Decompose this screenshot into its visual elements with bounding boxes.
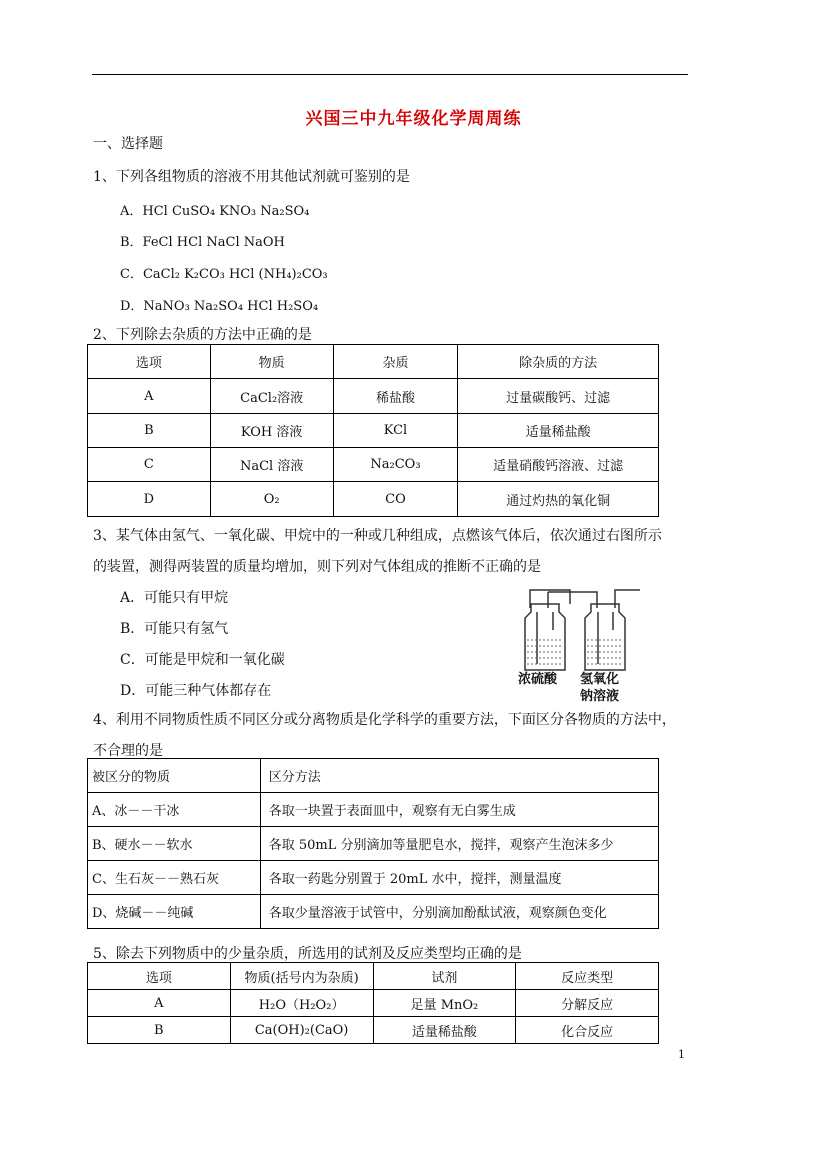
table-cell: CO (333, 482, 458, 517)
table-cell: Na₂CO₃ (333, 448, 458, 482)
figure-label-naoh-2: 钠溶液 (580, 689, 620, 704)
q5-table (87, 962, 659, 1044)
table-cell: D (88, 482, 211, 517)
q3-stem-line1: 3、某气体由氢气、一氧化碳、甲烷中的一种或几种组成，点燃该气体后，依次通过右图所示 (93, 528, 662, 544)
table-cell: 各取一药匙分别置于 20mL 水中，搅拌，测量温度 (260, 861, 658, 895)
table-cell: CaCl₂溶液 (210, 379, 333, 414)
q5-header-cell: 选项 (88, 963, 231, 990)
q4-table (87, 758, 659, 929)
q3-option-b: B．可能只有氢气 (120, 621, 229, 637)
q1-option-a: A．HCl CuSO₄ KNO₃ Na₂SO₄ (120, 204, 310, 219)
table-cell: D、烧碱－－纯碱 (88, 895, 261, 929)
q3-option-c: C．可能是甲烷和一氧化碳 (120, 652, 285, 668)
q4-header-row (88, 759, 659, 793)
table-cell: 各取一块置于表面皿中，观察有无白雾生成 (260, 793, 658, 827)
table-cell: 适量稀盐酸 (373, 1017, 516, 1044)
table-row (88, 895, 659, 929)
table-cell: 各取 50mL 分别滴加等量肥皂水，搅拌，观察产生泡沫多少 (260, 827, 658, 861)
table-cell: 过量碳酸钙、过滤 (458, 379, 659, 414)
figure-label-naoh-1: 氢氧化 (580, 672, 620, 687)
q2-stem: 2、下列除去杂质的方法中正确的是 (93, 327, 312, 343)
table-cell: B (88, 414, 211, 448)
table-cell: NaCl 溶液 (210, 448, 333, 482)
q5-stem: 5、除去下列物质中的少量杂质，所选用的试剂及反应类型均正确的是 (93, 946, 522, 962)
table-row (88, 1017, 659, 1044)
table-cell: O₂ (210, 482, 333, 517)
table-cell: 化合反应 (516, 1017, 659, 1044)
table-cell: 通过灼热的氧化铜 (458, 482, 659, 517)
table-cell: 足量 MnO₂ (373, 990, 516, 1017)
q2-header-cell: 除杂质的方法 (458, 345, 659, 379)
q2-header-cell: 杂质 (333, 345, 458, 379)
table-cell: 适量稀盐酸 (458, 414, 659, 448)
q5-header-row (88, 963, 659, 990)
table-cell: 适量硝酸钙溶液、过滤 (458, 448, 659, 482)
table-cell: 各取少量溶液于试管中，分别滴加酚酞试液，观察颜色变化 (260, 895, 658, 929)
table-row (88, 990, 659, 1017)
q3-option-a: A．可能只有甲烷 (120, 590, 229, 606)
table-cell: 分解反应 (516, 990, 659, 1017)
table-row (88, 793, 659, 827)
q4-header-cell: 区分方法 (260, 759, 658, 793)
section-heading: 一、选择题 (93, 136, 163, 152)
q4-stem-line1: 4、利用不同物质性质不同区分或分离物质是化学科学的重要方法，下面区分各物质的方法中， (93, 712, 676, 728)
q2-header-row (88, 345, 659, 379)
table-row (88, 448, 659, 482)
table-row (88, 482, 659, 517)
table-row (88, 861, 659, 895)
table-cell: Ca(OH)₂(CaO) (230, 1017, 373, 1044)
q5-header-cell: 试剂 (373, 963, 516, 990)
table-cell: A、冰－－干冰 (88, 793, 261, 827)
q2-header-cell: 选项 (88, 345, 211, 379)
q5-header-cell: 反应类型 (516, 963, 659, 990)
q1-option-b: B．FeCl HCl NaCl NaOH (120, 235, 285, 250)
q5-header-cell: 物质(括号内为杂质) (230, 963, 373, 990)
table-cell: A (88, 379, 211, 414)
q1-option-d: D．NaNO₃ Na₂SO₄ HCl H₂SO₄ (120, 299, 319, 314)
table-cell: C、生石灰－－熟石灰 (88, 861, 261, 895)
q1-option-c: C．CaCl₂ K₂CO₃ HCl (NH₄)₂CO₃ (120, 267, 328, 282)
table-cell: C (88, 448, 211, 482)
q3-stem-line2: 的装置，测得两装置的质量均增加，则下列对气体组成的推断不正确的是 (93, 559, 541, 575)
table-cell: KCl (333, 414, 458, 448)
q4-header-cell: 被区分的物质 (88, 759, 261, 793)
table-cell: A (88, 990, 231, 1017)
q1-stem: 1、下列各组物质的溶液不用其他试剂就可鉴别的是 (93, 169, 410, 185)
q2-header-cell: 物质 (210, 345, 333, 379)
figure-label-sulfuric-acid: 浓硫酸 (518, 672, 558, 687)
q2-table (87, 344, 659, 517)
gas-washing-bottles-figure (515, 582, 655, 674)
page-title: 兴国三中九年级化学周周练 (305, 109, 522, 129)
q4-stem-line2: 不合理的是 (93, 743, 163, 759)
header-rule (92, 74, 688, 75)
table-cell: H₂O（H₂O₂） (230, 990, 373, 1017)
table-cell: 稀盐酸 (333, 379, 458, 414)
table-row (88, 827, 659, 861)
table-row (88, 414, 659, 448)
page-number: 1 (678, 1048, 685, 1061)
table-row (88, 379, 659, 414)
table-cell: B、硬水－－软水 (88, 827, 261, 861)
q3-option-d: D．可能三种气体都存在 (120, 683, 272, 699)
table-cell: KOH 溶液 (210, 414, 333, 448)
table-cell: B (88, 1017, 231, 1044)
